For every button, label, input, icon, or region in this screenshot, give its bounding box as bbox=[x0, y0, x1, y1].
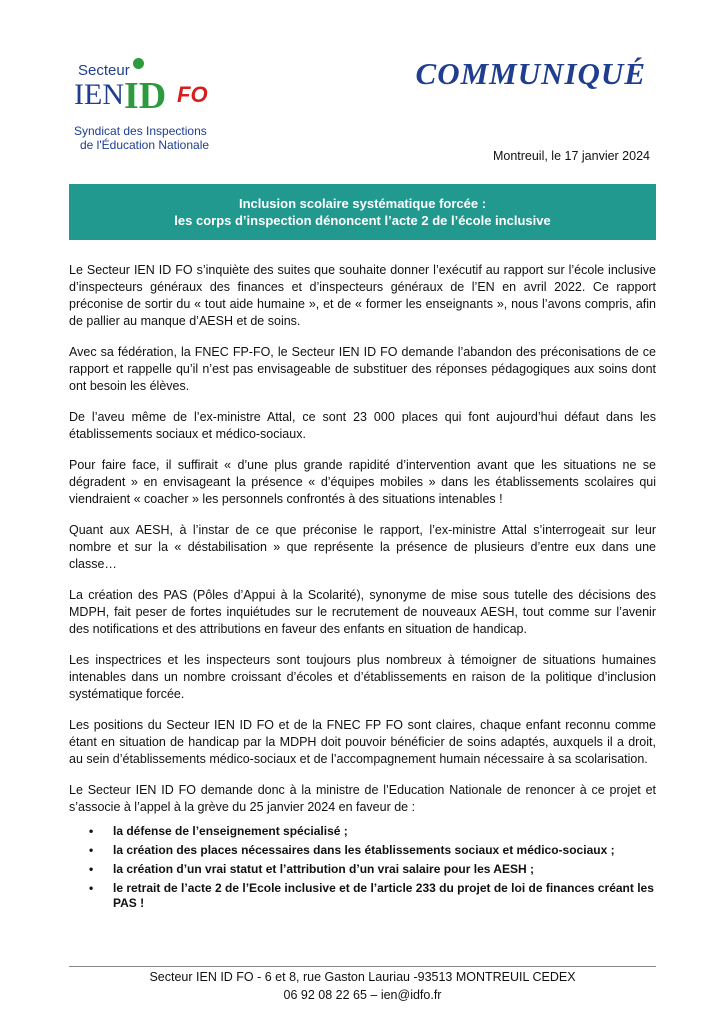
logo-id-text: ID bbox=[124, 75, 167, 117]
logo-secteur-text: Secteur bbox=[78, 62, 130, 79]
footer-address: Secteur IEN ID FO - 6 et 8, rue Gaston Lauriau -93513 MONTREUIL CEDEX bbox=[149, 970, 576, 984]
bullet-icon: • bbox=[89, 824, 94, 838]
list-item bbox=[69, 843, 656, 858]
logo bbox=[74, 52, 254, 152]
list-item bbox=[69, 824, 656, 839]
list-item bbox=[69, 881, 656, 911]
paragraph: Avec sa fédération, la FNEC FP-FO, le Secteur IEN ID FO demande l’abandon des préconisations de ce rapport et rappelle qu’il n’est pas envisageable de substituer des réponses pédagogiques aux soins dont ont besoin les élèves. bbox=[69, 345, 656, 393]
headline-line1: Inclusion scolaire systématique forcée : bbox=[238, 196, 487, 211]
logo-fo-text: FO bbox=[177, 82, 208, 107]
paragraph: Les positions du Secteur IEN ID FO et de la FNEC FP FO sont claires, chaque enfant reconnu comme étant en situation de handicap par la MDPH doit pouvoir bénéficier de soins adaptés, auxquels il a droit, au sein d’établissements médico-sociaux et de l’accompagnement humain nécessaire à sa scolarisation. bbox=[69, 718, 656, 766]
paragraph: Les inspectrices et les inspecteurs sont toujours plus nombreux à témoigner de situations humaines intenables dans un nombre croissant d’écoles et d’établissements en raison de la politique d’inclusion systématique forcée. bbox=[69, 653, 656, 701]
logo-ien-text: IEN bbox=[74, 78, 124, 111]
demands-list bbox=[69, 824, 656, 911]
list-item-text: la création des places nécessaires dans les établissements sociaux et médico-sociaux ; bbox=[113, 843, 615, 857]
headline-line2: les corps d’inspection dénoncent l’acte 2 de l’école inclusive bbox=[174, 213, 551, 228]
logo-subtitle-line2: de l'Éducation Nationale bbox=[80, 138, 210, 152]
logo-dot-icon bbox=[133, 58, 144, 69]
bullet-icon: • bbox=[89, 881, 94, 895]
footer-contact: 06 92 08 22 65 – ien@idfo.fr bbox=[283, 988, 442, 1002]
footer-divider bbox=[69, 966, 656, 967]
date-line: Montreuil, le 17 janvier 2024 bbox=[492, 149, 650, 163]
paragraph: Quant aux AESH, à l’instar de ce que préconise le rapport, l’ex-ministre Attal s’interrogeait sur leur nombre et sur la « déstabilisation » que représente la présence de plusieurs d’entre eux dans une classe… bbox=[69, 523, 656, 571]
paragraph: Le Secteur IEN ID FO demande donc à la ministre de l’Education Nationale de renoncer à ce projet et s’associe à l’appel à la grève du 25 janvier 2024 en faveur de : bbox=[69, 783, 656, 814]
paragraph: Le Secteur IEN ID FO s’inquiète des suites que souhaite donner l’exécutif au rapport sur l’école inclusive d’inspecteurs généraux des finances et d’inspecteurs généraux de l’EN en avril 2022. Ce rapport préconise de sortir du « tout aide humaine », et de « former les enseignants », nous l’avons compris, afin de pallier au manque d’AESH et de soins. bbox=[69, 263, 656, 328]
paragraph: Pour faire face, il suffirait « d’une plus grande rapidité d’intervention avant que les situations ne se dégradent » en envisageant la présence « d’équipes mobiles » dans les établissements scolaires qui viendraient « coacher » les personnels confrontés à des situations intenables ! bbox=[69, 458, 656, 506]
bullet-icon: • bbox=[89, 843, 94, 857]
headline-banner bbox=[69, 184, 656, 240]
list-item bbox=[69, 862, 656, 877]
bullet-icon: • bbox=[89, 862, 94, 876]
footer bbox=[69, 968, 656, 1004]
body-text bbox=[69, 262, 656, 915]
paragraph: De l’aveu même de l’ex-ministre Attal, ce sont 23 000 places qui font aujourd’hui défaut dans les établissements sociaux et médico-sociaux. bbox=[69, 410, 656, 441]
list-item-text: la défense de l’enseignement spécialisé ; bbox=[113, 824, 348, 838]
logo-subtitle-line1: Syndicat des Inspections bbox=[74, 124, 207, 138]
list-item-text: la création d’un vrai statut et l’attribution d’un vrai salaire pour les AESH ; bbox=[113, 862, 534, 876]
paragraph: La création des PAS (Pôles d’Appui à la Scolarité), synonyme de mise sous tutelle des décisions des MDPH, fait peser de fortes inquiétudes sur le recrutement de nouveaux AESH, tout comme sur l’avenir des notifications et des attributions en faveur des enfants en situation de handicap. bbox=[69, 588, 656, 636]
page-title: COMMUNIQUÉ bbox=[415, 56, 646, 91]
list-item-text: le retrait de l’acte 2 de l’Ecole inclusive et de l’article 233 du projet de loi de finances créant les PAS ! bbox=[113, 881, 654, 910]
